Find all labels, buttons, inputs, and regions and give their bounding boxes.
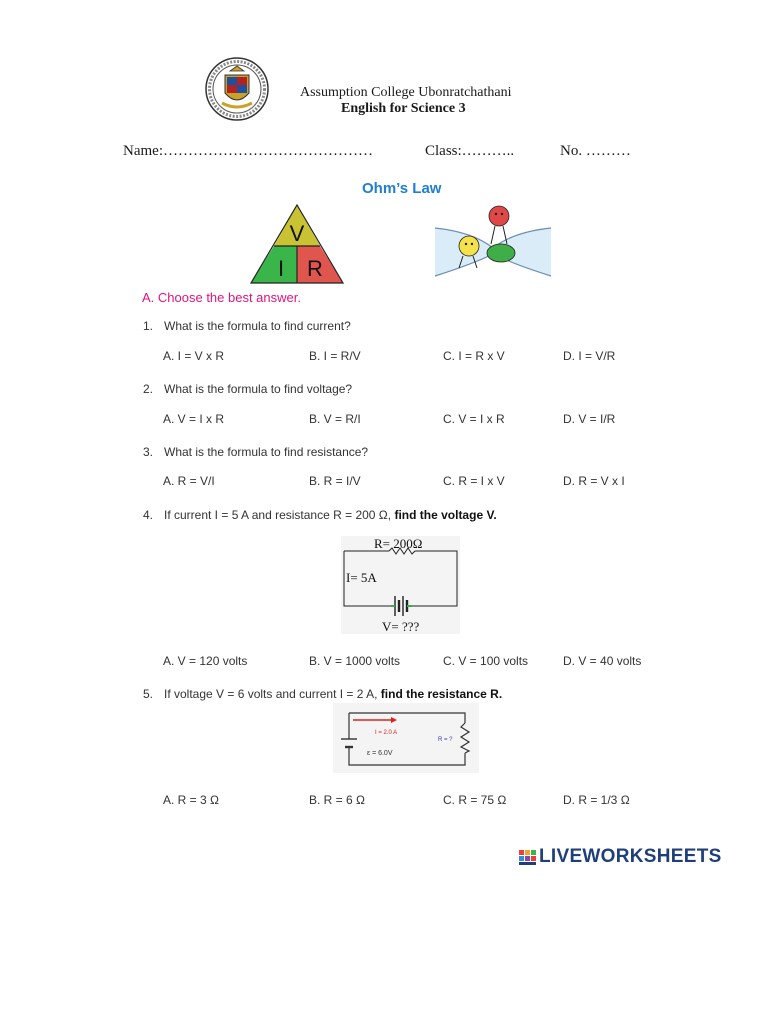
voltage-label: V= ??? xyxy=(382,619,420,634)
question-number: 5. xyxy=(143,687,154,701)
subject-title: English for Science 3 xyxy=(341,101,466,116)
emf-label: ε = 6.0V xyxy=(367,750,393,757)
answer-option[interactable]: A. R = V/I xyxy=(163,474,215,488)
question-1 xyxy=(143,319,351,333)
triangle-r-label: R xyxy=(307,256,323,281)
section-heading: A. Choose the best answer. xyxy=(142,290,301,305)
triangle-v-label: V xyxy=(289,221,305,246)
answer-option[interactable]: C. V = I x R xyxy=(443,412,505,426)
vir-triangle-diagram xyxy=(249,204,345,284)
circuit-diagram-1 xyxy=(341,536,460,634)
answer-option[interactable]: D. V = 40 volts xyxy=(563,654,642,668)
answer-option[interactable]: B. V = R/I xyxy=(309,412,361,426)
school-seal-logo xyxy=(204,57,270,121)
question-text: What is the formula to find resistance? xyxy=(164,445,369,459)
answer-option[interactable]: A. V = I x R xyxy=(163,412,225,426)
question-emphasis: find the voltage V. xyxy=(391,508,497,522)
answer-option[interactable]: C. I = R x V xyxy=(443,349,505,363)
question-text: If current I = 5 A and resistance R = 200 Ω, xyxy=(164,508,392,522)
question-5 xyxy=(143,687,502,701)
circuit-diagram-2 xyxy=(333,703,479,773)
number-field[interactable]: No. ……… xyxy=(560,143,631,159)
answer-option[interactable]: C. R = 75 Ω xyxy=(443,793,507,807)
answer-option[interactable]: A. I = V x R xyxy=(163,349,225,363)
answer-option[interactable]: D. R = 1/3 Ω xyxy=(563,793,630,807)
answer-option[interactable]: D. R = V x I xyxy=(563,474,625,488)
answer-option[interactable]: C. R = I x V xyxy=(443,474,505,488)
question-text: What is the formula to find voltage? xyxy=(164,382,353,396)
question-2 xyxy=(143,382,352,396)
answer-option[interactable]: B. R = I/V xyxy=(309,474,361,488)
question-3 xyxy=(143,445,368,459)
answer-option[interactable]: D. V = I/R xyxy=(563,412,616,426)
answer-option[interactable]: B. I = R/V xyxy=(309,349,361,363)
question-4 xyxy=(143,508,497,522)
school-name: Assumption College Ubonratchathani xyxy=(300,85,512,100)
liveworksheets-brand[interactable]: LIVEWORKSHEETS xyxy=(539,846,722,867)
answer-option[interactable]: A. R = 3 Ω xyxy=(163,793,219,807)
question-emphasis: find the resistance R. xyxy=(377,687,503,701)
question-number: 4. xyxy=(143,508,154,522)
answer-option[interactable]: B. R = 6 Ω xyxy=(309,793,365,807)
liveworksheets-logo-icon xyxy=(519,850,537,866)
page-title: Ohm’s Law xyxy=(362,180,442,197)
question-number: 3. xyxy=(143,445,154,459)
question-text: What is the formula to find current? xyxy=(164,319,351,333)
answer-option[interactable]: B. V = 1000 volts xyxy=(309,654,401,668)
current-label: I = 2.0 A xyxy=(375,730,398,736)
answer-option[interactable]: C. V = 100 volts xyxy=(443,654,529,668)
name-field[interactable]: Name:…………………………………… xyxy=(123,143,373,159)
resistor-label: R = ? xyxy=(438,737,453,743)
electron-cartoon-illustration xyxy=(433,204,553,278)
question-number: 2. xyxy=(143,382,154,396)
answer-option[interactable]: D. I = V/R xyxy=(563,349,616,363)
answer-option[interactable]: A. V = 120 volts xyxy=(163,654,248,668)
current-label: I= 5A xyxy=(346,570,377,585)
question-text: If voltage V = 6 volts and current I = 2 A, xyxy=(164,687,378,701)
class-field[interactable]: Class:……….. xyxy=(425,143,515,159)
triangle-i-label: I xyxy=(277,256,285,281)
question-number: 1. xyxy=(143,319,154,333)
resistor-label: R= 200Ω xyxy=(374,536,423,551)
